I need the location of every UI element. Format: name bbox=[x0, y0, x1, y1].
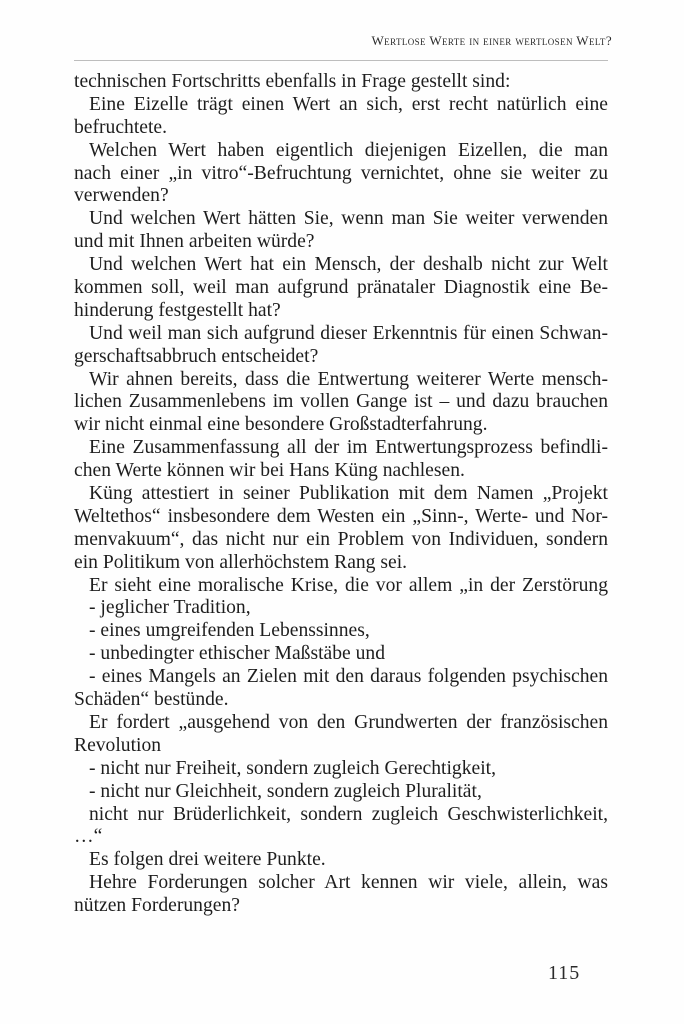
text-line: Hehre Forderungen solcher Art kennen wir viele, allein, was bbox=[89, 872, 608, 894]
body-text bbox=[74, 71, 608, 918]
list-item: - eines Mangels an Zielen mit den daraus folgenden psychischen bbox=[89, 666, 608, 688]
text-line: Eine Zusammenfassung all der im Entwertungsprozess befindli- bbox=[89, 437, 608, 459]
list-item: - jeglicher Tradition, bbox=[89, 597, 251, 619]
text-line: Es folgen drei weitere Punkte. bbox=[89, 849, 326, 871]
text-line: nach einer „in vitro“-Befruchtung vernichtet, ohne sie weiter zu bbox=[74, 162, 608, 184]
text-line: menvakuum“, das nicht nur ein Problem von Individuen, sondern bbox=[74, 528, 608, 550]
text-line: …“ bbox=[74, 826, 103, 848]
text-line: Und welchen Wert hätten Sie, wenn man Sie weiter verwenden bbox=[89, 208, 608, 230]
text-line: hinderung festgestellt hat? bbox=[74, 299, 281, 321]
text-line: Eine Eizelle trägt einen Wert an sich, erst recht natürlich eine bbox=[89, 93, 608, 115]
text-line: Wir ahnen bereits, dass die Entwertung weiterer Werte mensch- bbox=[89, 368, 608, 390]
list-item: - unbedingter ethischer Maßstäbe und bbox=[89, 643, 385, 665]
text-line: technischen Fortschritts ebenfalls in Frage gestellt sind: bbox=[74, 71, 511, 92]
text-line: befruchtete. bbox=[74, 116, 168, 138]
running-head: Wertlose Werte in einer wertlosen Welt? bbox=[371, 33, 612, 48]
text-line: Er sieht eine moralische Krise, die vor allem „in der Zerstörung bbox=[89, 574, 608, 596]
text-line: Und weil man sich aufgrund dieser Erkenntnis für einen Schwan- bbox=[89, 322, 608, 344]
text-line: Welchen Wert haben eigentlich diejenigen Eizellen, die man bbox=[89, 139, 608, 161]
text-line: Und welchen Wert hat ein Mensch, der deshalb nicht zur Welt bbox=[89, 254, 608, 276]
text-line: wir nicht einmal eine besondere Großstadterfahrung. bbox=[74, 414, 488, 436]
list-item: - nicht nur Gleichheit, sondern zugleich Pluralität, bbox=[89, 780, 482, 802]
text-line: verwenden? bbox=[74, 185, 169, 207]
text-line: lichen Zusammenlebens im vollen Gange ist – und dazu brauchen bbox=[74, 391, 608, 413]
text-line: Revolution bbox=[74, 734, 162, 756]
page-number: 115 bbox=[548, 962, 581, 984]
text-line: Er fordert „ausgehend von den Grundwerten der französischen bbox=[89, 711, 608, 733]
text-line: chen Werte können wir bei Hans Küng nachlesen. bbox=[74, 460, 465, 482]
text-line: ein Politikum von allerhöchstem Rang sei. bbox=[74, 551, 408, 573]
list-item: - nicht nur Freiheit, sondern zugleich Gerechtigkeit, bbox=[89, 757, 496, 779]
text-line: Weltethos“ insbesondere dem Westen ein „Sinn-, Werte- und Nor- bbox=[74, 505, 608, 527]
header-rule bbox=[74, 60, 608, 61]
text-line: nützen Forderungen? bbox=[74, 895, 240, 917]
list-item: nicht nur Brüderlichkeit, sondern zugleich Geschwisterlichkeit, bbox=[89, 803, 608, 825]
text-line: Küng attestiert in seiner Publikation mit dem Namen „Projekt bbox=[89, 483, 608, 505]
text-line: gerschaftsabbruch entscheidet? bbox=[74, 345, 319, 367]
list-item: - eines umgreifenden Lebenssinnes, bbox=[89, 620, 370, 642]
text-line: und mit Ihnen arbeiten würde? bbox=[74, 231, 315, 253]
text-line: Schäden“ bestünde. bbox=[74, 689, 229, 711]
text-line: kommen soll, weil man aufgrund pränataler Diagnostik eine Be- bbox=[74, 277, 608, 299]
